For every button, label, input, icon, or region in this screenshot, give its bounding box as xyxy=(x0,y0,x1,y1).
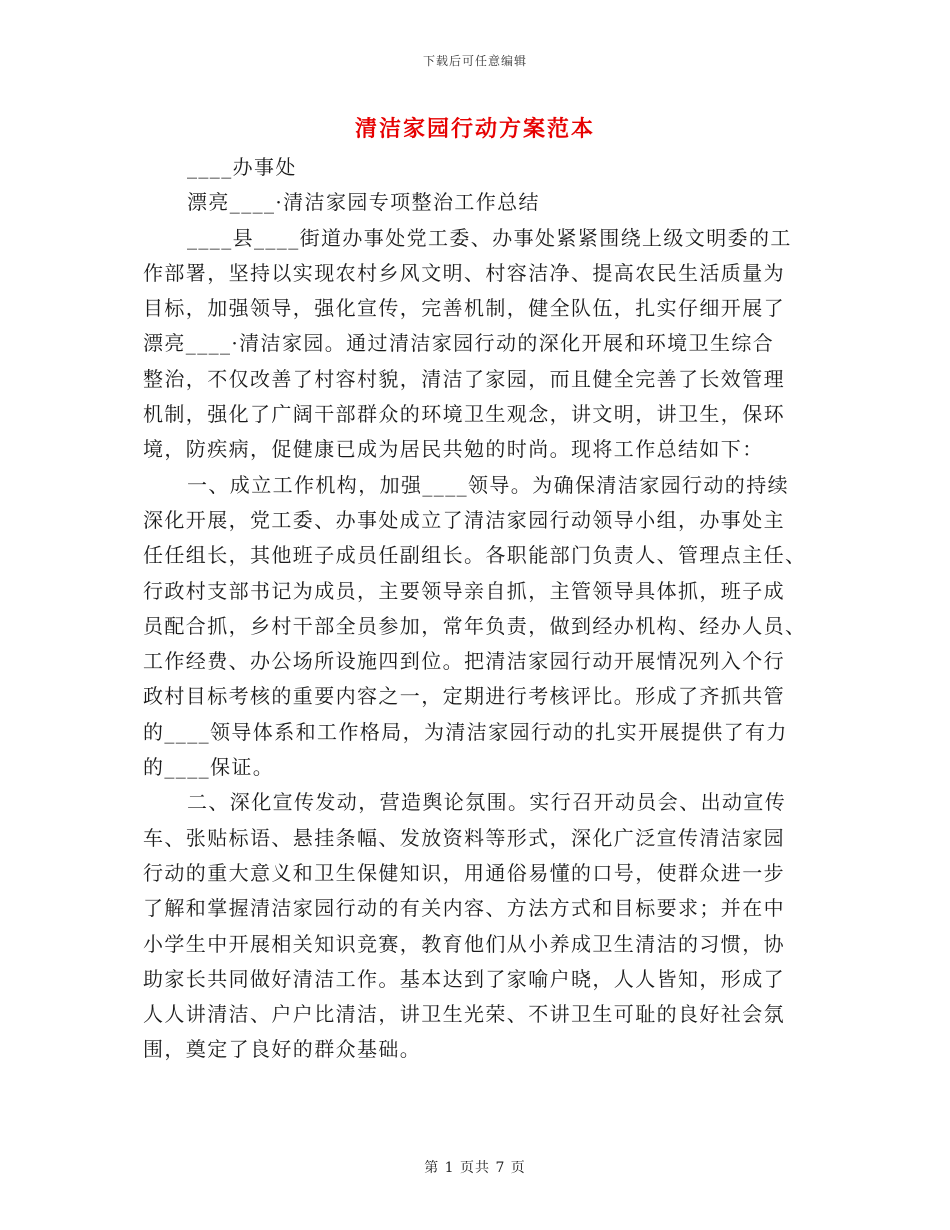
office-line: ____办事处 xyxy=(187,155,297,179)
paragraph-line: 工作经费、办公场所设施四到位。把清洁家园行动开展情况列入个行 xyxy=(143,649,785,674)
paragraph-line: 整治，不仅改善了村容村貌，清洁了家园，而且健全完善了长效管理 xyxy=(143,366,785,391)
page-header-note: 下载后可任意编辑 xyxy=(422,54,527,68)
paragraph-line: 员配合抓，乡村干部全员参加，常年负责，做到经办机构、经办人员、 xyxy=(143,613,807,638)
paragraph-line: 围，奠定了良好的群众基础。 xyxy=(143,1037,422,1062)
paragraph-line: 行政村支部书记为成员，主要领导亲自抓，主管领导具体抓，班子成 xyxy=(143,578,785,603)
section-one-line: 一、成立工作机构，加强____领导。为确保清洁家园行动的持续 xyxy=(187,472,789,497)
paragraph-line: 行动的重大意义和卫生保健知识，用通俗易懂的口号，使群众进一步 xyxy=(143,860,785,885)
paragraph-line: 小学生中开展相关知识竞赛，教育他们从小养成卫生清洁的习惯，协 xyxy=(143,931,785,956)
paragraph-line: 的____领导体系和工作格局，为清洁家园行动的扎实开展提供了有力 xyxy=(143,719,788,744)
section-two-line: 二、深化宣传发动，营造舆论氛围。实行召开动员会、出动宣传 xyxy=(187,790,787,815)
paragraph-line: 机制，强化了广阔干部群众的环境卫生观念，讲文明，讲卫生，保环 xyxy=(143,402,785,427)
paragraph-line: 境，防疾病，促健康已成为居民共勉的时尚。现将工作总结如下： xyxy=(143,437,764,462)
paragraph-line: 了解和掌握清洁家园行动的有关内容、方法方式和目标要求；并在中 xyxy=(143,896,785,921)
paragraph-line: 漂亮____·清洁家园。通过清洁家园行动的深化开展和环境卫生综合 xyxy=(143,331,775,356)
paragraph-line: 助家长共同做好清洁工作。基本达到了家喻户晓，人人皆知，形成了 xyxy=(143,966,785,991)
paragraph-line: 车、张贴标语、悬挂条幅、发放资料等形式，深化广泛宣传清洁家园 xyxy=(143,825,785,850)
paragraph-line: 深化开展，党工委、办事处成立了清洁家园行动领导小组，办事处主 xyxy=(143,507,785,532)
paragraph-line: 人人讲清洁、户户比清洁，讲卫生光荣、不讲卫生可耻的良好社会氛 xyxy=(143,1002,785,1027)
paragraph-line: 政村目标考核的重要内容之一，定期进行考核评比。形成了齐抓共管 xyxy=(143,684,785,709)
paragraph-line: 目标，加强领导，强化宣传，完善机制，健全队伍，扎实仔细开展了 xyxy=(143,296,785,321)
page-footer: 第 1 页共 7 页 xyxy=(424,1160,526,1176)
paragraph-line: 的____保证。 xyxy=(143,755,275,780)
paragraph-line: ____县____街道办事处党工委、办事处紧紧围绕上级文明委的工 xyxy=(187,225,792,250)
document-title: 清洁家园行动方案范本 xyxy=(354,116,595,142)
document-body xyxy=(143,150,807,1068)
paragraph-line: 任任组长，其他班子成员任副组长。各职能部门负责人、管理点主任、 xyxy=(143,543,807,568)
summary-heading-line: 漂亮____·清洁家园专项整治工作总结 xyxy=(187,190,540,215)
paragraph-line: 作部署，坚持以实现农村乡风文明、村容洁净、提高农民生活质量为 xyxy=(143,260,785,285)
